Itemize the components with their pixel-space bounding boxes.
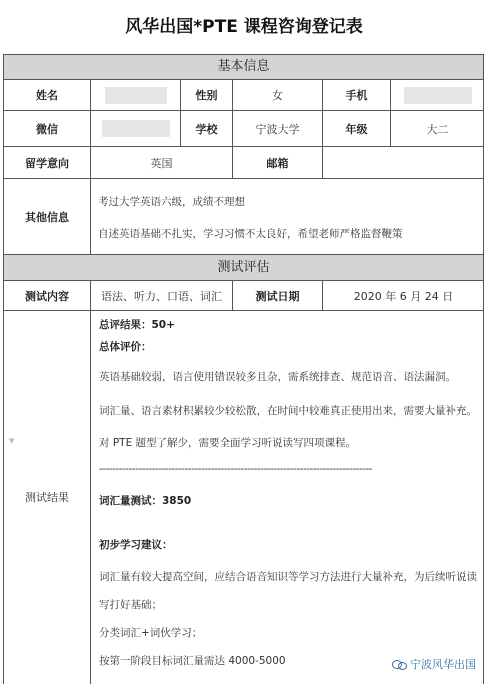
page-title: 风华出国*PTE 课程咨询登记表 xyxy=(125,17,363,37)
redacted-phone xyxy=(404,87,472,104)
school-value: 宁波大学 xyxy=(233,111,323,146)
other-info-line: 自述英语基础不扎实，学习习惯不太良好，希望老师严格监督鞭策 xyxy=(98,228,403,240)
phone-value xyxy=(391,80,484,110)
result-vocab-test: 词汇量测试：3850 xyxy=(99,495,192,507)
test-content-value: 语法、听力、口语、词汇 xyxy=(91,281,233,310)
result-comment: 英语基础较弱，语言使用错误较多且杂，需系统排查、规范语音、语法漏洞。 xyxy=(99,371,456,383)
school-label: 学校 xyxy=(181,111,233,146)
test-result-label: 测试结果 xyxy=(25,491,69,504)
test-result-label-cell xyxy=(4,311,91,684)
row-test-results xyxy=(4,311,483,684)
result-divider: ----------------------------------------------------------------------------------- xyxy=(99,463,372,475)
name-value xyxy=(91,80,181,110)
watermark xyxy=(392,656,476,672)
triangle-marker-icon: ▼ xyxy=(9,437,15,445)
row-intent xyxy=(4,147,483,179)
result-advice: 词汇量有较大提高空间，应结合语音知识等学习方法进行大量补充，为后续听说读 xyxy=(99,571,477,583)
wechat-value xyxy=(91,111,181,146)
email-label: 邮箱 xyxy=(233,147,323,178)
test-date-label: 测试日期 xyxy=(233,281,323,310)
result-comment: 对 PTE 题型了解少，需要全面学习听说读写四项课程。 xyxy=(99,437,357,449)
result-overall-title: 总体评价： xyxy=(99,341,152,353)
redacted-name xyxy=(105,87,167,104)
row-test-content xyxy=(4,281,483,311)
wechat-logo-icon xyxy=(392,658,406,670)
gender-label: 性别 xyxy=(181,80,233,110)
intent-label: 留学意向 xyxy=(4,147,91,178)
intent-value: 英国 xyxy=(91,147,233,178)
name-label: 姓名 xyxy=(4,80,91,110)
result-advice-title: 初步学习建议： xyxy=(99,539,173,551)
test-content-label: 测试内容 xyxy=(4,281,91,310)
grade-value: 大二 xyxy=(426,122,449,136)
result-comment: 词汇量、语言素材积累较少较松散，在时间中较难真正使用出来，需要大量补充。 xyxy=(99,405,477,417)
phone-label: 手机 xyxy=(323,80,391,110)
section-header-test: 测试评估 xyxy=(4,255,483,281)
result-advice: 写打好基础； xyxy=(99,599,162,611)
row-wechat xyxy=(4,111,483,147)
email-value xyxy=(323,147,484,178)
other-info-line: 考过大学英语六级，成绩不理想 xyxy=(98,196,245,208)
row-name xyxy=(4,80,483,111)
result-advice: 按第一阶段目标词汇量需达 4000-5000 xyxy=(99,655,286,667)
wechat-label: 微信 xyxy=(4,111,91,146)
other-info-label: 其他信息 xyxy=(4,179,91,254)
watermark-text: 宁波风华出国 xyxy=(410,658,476,671)
gender-value: 女 xyxy=(233,80,323,110)
row-other-info xyxy=(4,179,483,255)
result-score: 总评结果：50+ xyxy=(99,319,175,331)
section-header-basic: 基本信息 xyxy=(4,55,483,80)
result-advice: 分类词汇+词伙学习； xyxy=(99,627,203,639)
registration-form xyxy=(3,54,484,684)
grade-label: 年级 xyxy=(323,111,391,146)
test-date-value: 2020 年 6 月 24 日 xyxy=(353,289,454,303)
redacted-wechat xyxy=(102,120,170,137)
